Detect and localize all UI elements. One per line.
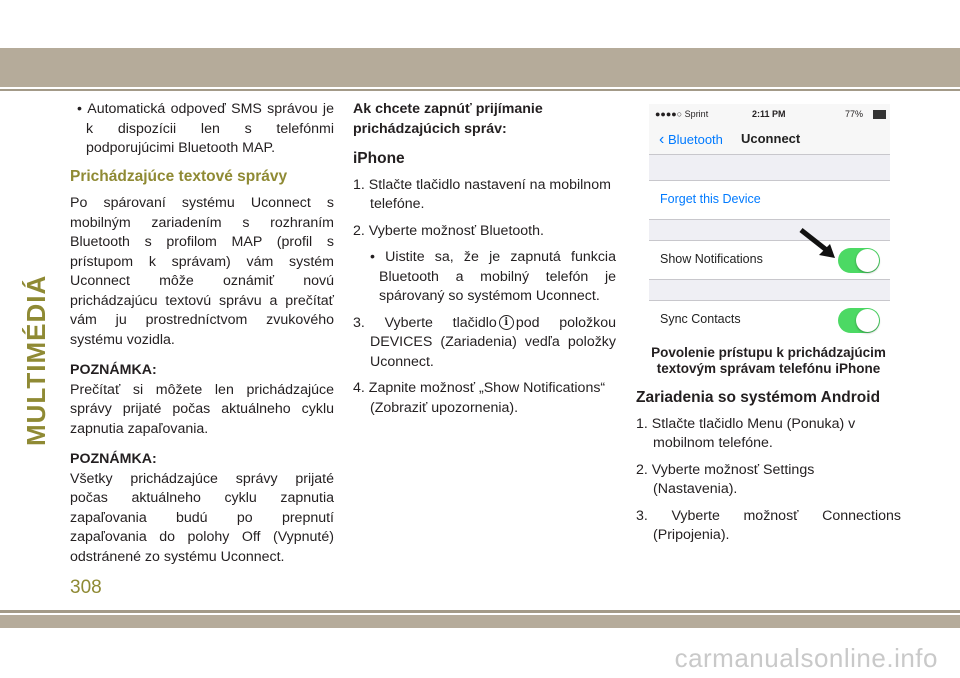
bullet-item: • Automatická odpoveď SMS správou je k dispozícii len s telefónmi podporujúcimi Bluetooth MAP. <box>77 101 334 156</box>
page-number: 308 <box>70 577 102 598</box>
list-item: 1. Stlačte tlačidlo nastavení na mobilnom telefóne. <box>353 176 611 212</box>
nav-bar <box>649 124 890 155</box>
sync-contacts-label: Sync Contacts <box>660 312 741 326</box>
subheading-iphone: iPhone <box>353 150 405 167</box>
iphone-screenshot <box>649 104 890 339</box>
pointer-arrow-icon <box>799 228 839 260</box>
bottom-rule <box>0 610 960 613</box>
column-1 <box>70 100 334 567</box>
status-bar <box>649 104 890 124</box>
note-label: POZNÁMKA: <box>70 451 157 467</box>
column-2 <box>353 100 616 425</box>
list-item: 3. Vyberte možnosť Connections (Pripojenia). <box>636 507 901 543</box>
back-button[interactable]: ‹ Bluetooth <box>659 131 723 148</box>
chevron-left-icon: ‹ <box>659 131 665 148</box>
watermark: carmanualsonline.info <box>674 643 938 673</box>
top-band <box>0 48 960 87</box>
time-label: 2:11 PM <box>752 109 786 119</box>
list-item: 1. Stlačte tlačidlo Menu (Ponuka) v mobilnom telefóne. <box>636 415 856 451</box>
info-icon: i <box>499 315 514 330</box>
show-notifications-label: Show Notifications <box>660 252 763 266</box>
list-item: 2. Vyberte možnosť Bluetooth. <box>353 222 544 239</box>
carrier-label: ●●●●○ Sprint <box>655 109 709 119</box>
figure-caption: Povolenie prístupu k prichádzajúcim textovým správam telefónu iPhone <box>651 345 886 376</box>
forget-device-label: Forget this Device <box>660 192 761 206</box>
note-text: Prečítať si môžete len prichádzajúce správy prijaté počas aktuálneho cyklu zapnutia zapaľovania. <box>70 381 334 437</box>
list-item: 3. Vyberte tlačidlo i pod položkou DEVICES (Zariadenia) vedľa položky Uconnect. <box>353 314 616 370</box>
intro-text: Ak chcete zapnúť prijímanie prichádzajúcich správ: <box>353 101 543 137</box>
body-paragraph: Po spárovaní systému Uconnect s mobilným zariadením s rozhraním Bluetooth s profilom MAP (profil s prístupom k správam) vám systém Uconnect môže oznámiť novú prichádzajúcu textovú správu a prečítať vám ju prostredníctvom zvukového systému vozidla. <box>70 195 334 348</box>
section-heading: Prichádzajúce textové správy <box>70 167 288 185</box>
note-text: Všetky prichádzajúce správy prijaté počas aktuálneho cyklu zapnutia zapaľovania budú po prepnutí zapaľovania do polohy Off (Vypnuté) odstránené zo systému Uconnect. <box>70 470 334 565</box>
list-item: 2. Vyberte možnosť Settings (Nastavenia). <box>636 461 815 497</box>
bottom-band <box>0 615 960 628</box>
sync-contacts-cell <box>649 300 890 339</box>
forget-device-cell[interactable] <box>649 180 890 220</box>
nav-title: Uconnect <box>741 131 801 146</box>
bullet-text: Automatická odpoveď SMS správou je k dispozícii len s telefónmi podporujúcimi Bluetooth MAP. <box>86 101 334 156</box>
section-side-tab <box>21 246 61 446</box>
top-band-rule <box>0 89 960 91</box>
show-notifications-toggle[interactable] <box>838 248 880 273</box>
column-3 <box>636 388 901 553</box>
sync-contacts-toggle[interactable] <box>838 308 880 333</box>
sub-bullet: • Uistite sa, že je zapnutá funkcia Bluetooth a mobilný telefón je spárovaný so systémom Uconnect. <box>370 249 616 304</box>
battery-icon <box>873 110 886 119</box>
note-label: POZNÁMKA: <box>70 362 157 378</box>
show-notifications-cell <box>649 240 890 280</box>
battery-label: 77% <box>845 109 864 119</box>
subheading-android: Zariadenia so systémom Android <box>636 389 881 406</box>
list-item: 4. Zapnite možnosť „Show Notifications“ (Zobraziť upozornenia). <box>353 380 606 416</box>
section-label: MULTIMÉDIÁ <box>21 274 51 446</box>
